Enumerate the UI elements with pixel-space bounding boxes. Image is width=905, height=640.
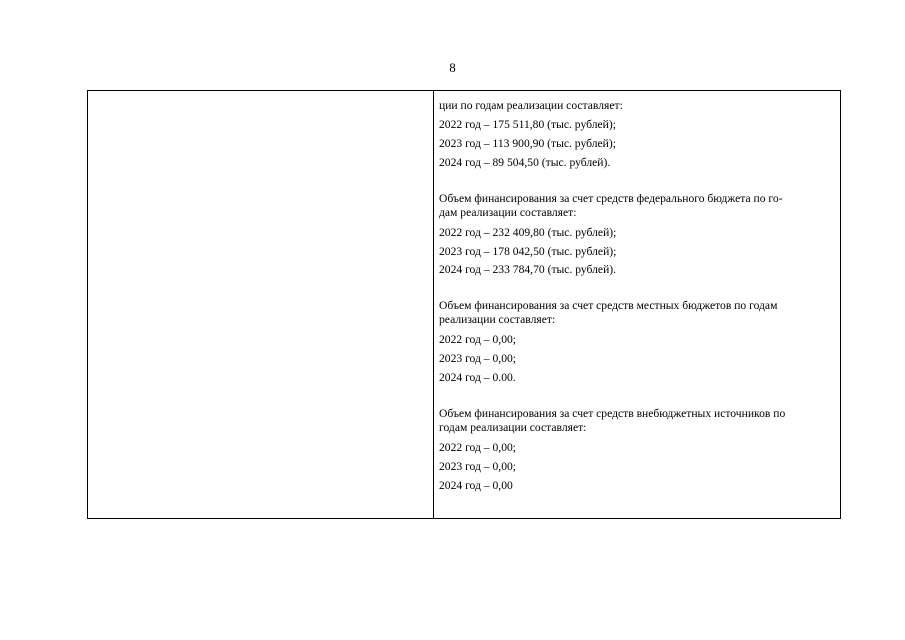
section-intro-line: годам реализации составляет: <box>439 421 587 435</box>
year-amount-line: 2022 год – 175 511,80 (тыс. рублей); <box>439 117 616 131</box>
year-amount-line: 2023 год – 113 900,90 (тыс. рублей); <box>439 136 616 150</box>
blank-line <box>439 280 832 299</box>
year-amount-line: 2022 год – 0,00; <box>439 441 517 455</box>
section-intro-line: Объем финансирования за счет средств федерального бюджета по го- <box>439 191 783 205</box>
page-number: 8 <box>449 60 456 75</box>
blank-line <box>439 173 832 192</box>
year-amount-line: 2022 год – 0,00; <box>439 333 517 347</box>
financing-table <box>87 90 841 519</box>
year-amount-line: 2022 год – 232 409,80 (тыс. рублей); <box>439 225 617 239</box>
year-amount-line: 2024 год – 0.00. <box>439 371 516 385</box>
year-amount-line: 2024 год – 233 784,70 (тыс. рублей). <box>439 263 617 277</box>
financing-section-regional <box>439 97 832 173</box>
financing-section-extrabudgetary <box>439 407 832 496</box>
year-amount-line: 2024 год – 0,00 <box>439 478 513 492</box>
section-intro-line: Объем финансирования за счет средств внебюджетных источников по <box>439 407 786 421</box>
year-amount-line: 2023 год – 0,00; <box>439 459 517 473</box>
year-amount-line: 2024 год – 89 504,50 (тыс. рублей). <box>439 155 611 169</box>
section-intro-line: Объем финансирования за счет средств местных бюджетов по годам <box>439 299 778 313</box>
table-right-cell <box>434 91 840 518</box>
blank-line <box>439 388 832 407</box>
section-intro-line: дам реализации составляет: <box>439 205 577 219</box>
table-left-cell <box>88 91 434 518</box>
section-intro-line: реализации составляет: <box>439 313 556 327</box>
financing-section-federal <box>439 192 832 281</box>
financing-section-local <box>439 299 832 388</box>
year-amount-line: 2023 год – 0,00; <box>439 352 517 366</box>
year-amount-line: 2023 год – 178 042,50 (тыс. рублей); <box>439 244 617 258</box>
section-intro-line: ции по годам реализации составляет: <box>439 99 623 112</box>
